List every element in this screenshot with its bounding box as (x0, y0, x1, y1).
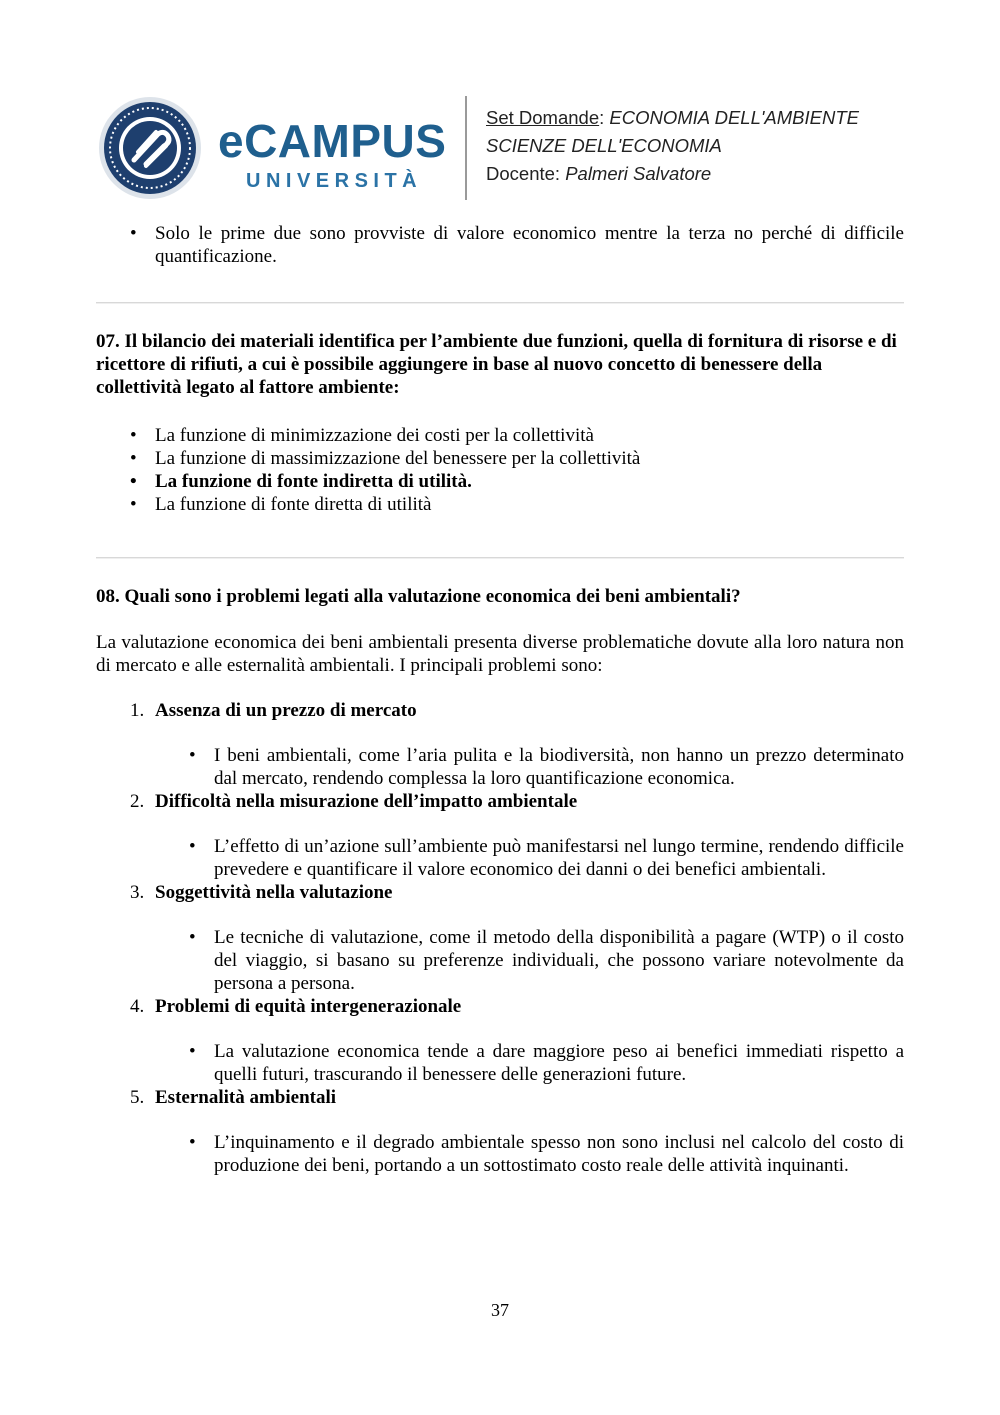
set-label: Set Domande (486, 107, 600, 128)
item-heading: Problemi di equità intergenerazionale (155, 996, 462, 1017)
intro-bullet-block (96, 222, 904, 268)
item-detail: • L’effetto di un’azione sull’ambiente può manifestarsi nel lungo termine, rendendo difficile prevedere e quantificare il valore economico dei danni o dei benefici ambientali. (155, 835, 904, 881)
list-item: • Solo le prime due sono provviste di valore economico mentre la terza no perché di difficile quantificazione. (96, 222, 904, 268)
item-heading: Soggettività nella valutazione (155, 882, 393, 903)
item-detail: • Le tecniche di valutazione, come il metodo della disponibilità a pagare (WTP) o il costo del viaggio, si basano su preferenze individuali, che possono variare notevolmente da persona a persona. (155, 926, 904, 995)
item-number: 3. (130, 882, 145, 903)
item-heading: Esternalità ambientali (155, 1087, 337, 1108)
item-detail: • La valutazione economica tende a dare maggiore peso ai benefici immediati rispetto a quelli futuri, trascurando il benessere delle generazioni future. (155, 1040, 904, 1086)
item-number: 1. (130, 700, 145, 721)
course-line (486, 132, 859, 160)
item-number: 4. (130, 996, 145, 1017)
question-title: 08. Quali sono i problemi legati alla valutazione economica dei beni ambientali? (96, 586, 741, 607)
header-divider (465, 96, 467, 200)
docente-line: Docente: Palmeri Salvatore (486, 163, 712, 184)
item-detail: • L’inquinamento e il degrado ambientale spesso non sono inclusi nel calcolo del costo di produzione dei beni, portando a un sottostimato costo reale delle attività inquinanti. (155, 1131, 904, 1177)
list-item (96, 995, 904, 1086)
course-value: SCIENZE DELL'ECONOMIA (486, 135, 722, 156)
docente-value: Palmeri Salvatore (565, 163, 712, 184)
section-divider (96, 557, 904, 559)
problems-list (96, 699, 904, 1177)
answer-intro: La valutazione economica dei beni ambientali presenta diverse problematiche dovute alla loro natura non di mercato e alle esternalità ambientali. I principali problemi sono: (96, 632, 904, 676)
answer-option-correct: • La funzione di fonte indiretta di utilità. (96, 470, 904, 493)
set-value: ECONOMIA DELL'AMBIENTE (609, 107, 859, 128)
list-item (96, 1086, 904, 1177)
list-item (96, 881, 904, 995)
logo-main-text: eCAMPUS (218, 115, 447, 167)
docente-label: Docente (486, 163, 555, 184)
section-divider (96, 302, 904, 304)
answer-option: • La funzione di massimizzazione del benessere per la collettività (96, 447, 904, 470)
question-title: 07. Il bilancio dei materiali identifica per l’ambiente due funzioni, quella di fornitura di risorse e di ricettore di rifiuti, a cui è possibile aggiungere in base al nuovo concetto di benessere della collettività legato al fattore ambiente: (96, 331, 897, 398)
item-detail: • I beni ambientali, come l’aria pulita e la biodiversità, non hanno un prezzo determinato dal mercato, rendendo complessa la loro quantificazione economica. (155, 744, 904, 790)
ecampus-wordmark (218, 115, 447, 192)
item-heading: Difficoltà nella misurazione dell’impatto ambientale (155, 791, 578, 812)
page-number: 37 (491, 1300, 509, 1320)
answer-option: • La funzione di minimizzazione dei costi per la collettività (96, 424, 904, 447)
ecampus-seal-logo (98, 96, 202, 200)
answer-option: • La funzione di fonte diretta di utilità (96, 493, 904, 516)
list-item (96, 699, 904, 790)
item-number: 5. (130, 1087, 145, 1108)
question-07 (96, 330, 904, 516)
set-line: Set Domande: ECONOMIA DELL'AMBIENTE (486, 107, 859, 128)
question-08 (96, 585, 904, 1177)
logo-sub-text: UNIVERSITÀ (246, 170, 423, 192)
item-heading: Assenza di un prezzo di mercato (155, 700, 417, 721)
header-info (486, 104, 859, 188)
list-item (96, 790, 904, 881)
page-header (96, 92, 916, 202)
item-number: 2. (130, 791, 145, 812)
answer-options (96, 424, 904, 516)
